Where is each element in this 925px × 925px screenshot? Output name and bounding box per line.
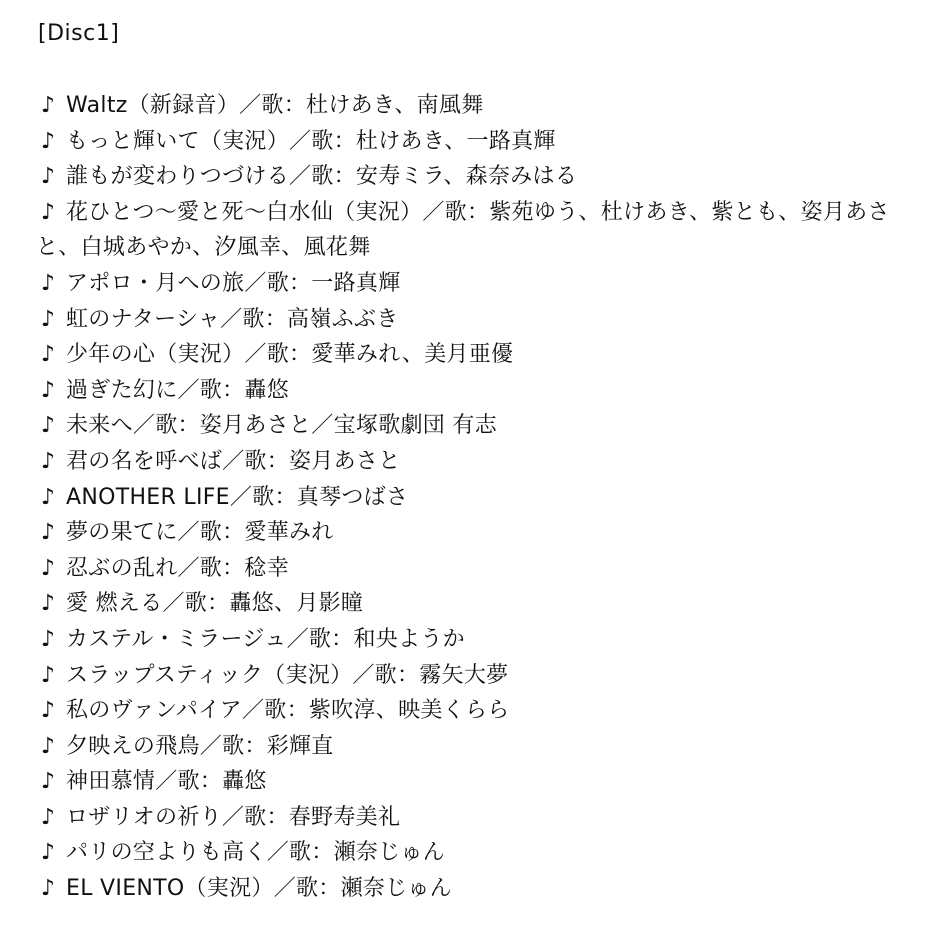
track-text: もっと輝いて（実況）／歌：杜けあき、一路真輝	[66, 128, 556, 154]
track-item	[36, 764, 916, 800]
music-note-icon: ♪	[40, 555, 56, 581]
track-text: 私のヴァンパイア／歌：紫吹淳、映美くらら	[66, 698, 510, 724]
track-text: 神田慕情／歌：轟悠	[66, 769, 267, 795]
track-item	[36, 195, 916, 266]
track-item	[36, 693, 916, 729]
track-item	[36, 373, 916, 409]
music-note-icon: ♪	[40, 377, 56, 403]
track-item	[36, 658, 916, 694]
music-note-icon: ♪	[40, 733, 56, 759]
music-note-icon: ♪	[40, 93, 56, 118]
music-note-icon: ♪	[40, 199, 56, 225]
music-note-icon: ♪	[40, 164, 56, 190]
track-item	[36, 551, 916, 587]
track-text: カステル・ミラージュ／歌：和央ようか	[66, 626, 465, 652]
track-item	[36, 480, 916, 516]
track-text: 少年の心（実況）／歌：愛華みれ、美月亜優	[66, 342, 514, 368]
music-note-icon: ♪	[40, 876, 56, 902]
track-item	[36, 729, 916, 765]
track-text: 夕映えの飛鳥／歌：彩輝直	[66, 733, 334, 759]
track-item	[36, 159, 916, 195]
music-note-icon: ♪	[40, 769, 56, 795]
music-note-icon: ♪	[40, 448, 56, 474]
track-item	[36, 444, 916, 480]
track-text: ロザリオの祈り／歌：春野寿美礼	[66, 804, 401, 830]
track-text: パリの空よりも高く／歌：瀬奈じゅん	[66, 840, 446, 866]
track-item	[36, 266, 916, 302]
track-item	[36, 835, 916, 871]
music-note-icon: ♪	[40, 128, 56, 154]
track-text: 忍ぶの乱れ／歌：稔幸	[66, 555, 290, 581]
track-item	[36, 124, 916, 160]
music-note-icon: ♪	[40, 591, 56, 617]
track-item	[36, 408, 916, 444]
track-item	[36, 515, 916, 551]
disc-heading: [Disc1]	[38, 21, 120, 46]
track-text: 夢の果てに／歌：愛華みれ	[66, 520, 334, 546]
music-note-icon: ♪	[40, 484, 56, 510]
track-text: 虹のナターシャ／歌：高嶺ふぶき	[66, 306, 399, 332]
track-item	[36, 88, 916, 124]
track-text: 愛 燃える／歌：轟悠、月影瞳	[66, 591, 364, 617]
track-item	[36, 622, 916, 658]
music-note-icon: ♪	[40, 804, 56, 830]
music-note-icon: ♪	[40, 662, 56, 688]
track-text: 過ぎた幻に／歌：轟悠	[66, 377, 290, 403]
track-text: 君の名を呼べば／歌：姿月あさと	[66, 448, 401, 474]
track-item	[36, 800, 916, 836]
track-text: Waltz（新録音）／歌：杜けあき、南風舞	[66, 93, 484, 118]
track-list	[36, 88, 916, 907]
music-note-icon: ♪	[40, 306, 56, 332]
track-text: EL VIENTO（実況）／歌：瀬奈じゅん	[66, 876, 453, 902]
track-text: スラップスティック（実況）／歌：霧矢大夢	[66, 662, 509, 688]
track-item	[36, 302, 916, 338]
track-text: 花ひとつ〜愛と死〜白水仙（実況）／歌：紫苑ゆう、杜けあき、紫とも、姿月あさと、白城あやか、汐風幸、風花舞	[36, 199, 890, 261]
track-text: 未来へ／歌：姿月あさと／宝塚歌劇団 有志	[66, 413, 497, 439]
track-text: アポロ・月への旅／歌：一路真輝	[66, 270, 401, 296]
music-note-icon: ♪	[40, 342, 56, 368]
track-text: 誰もが変わりつづける／歌：安寿ミラ、森奈みはる	[66, 164, 578, 190]
music-note-icon: ♪	[40, 698, 56, 724]
track-text: ANOTHER LIFE／歌：真琴つばさ	[66, 484, 409, 510]
music-note-icon: ♪	[40, 413, 56, 439]
music-note-icon: ♪	[40, 840, 56, 866]
music-note-icon: ♪	[40, 626, 56, 652]
track-item	[36, 871, 916, 907]
music-note-icon: ♪	[40, 520, 56, 546]
music-note-icon: ♪	[40, 270, 56, 296]
track-item	[36, 586, 916, 622]
track-item	[36, 337, 916, 373]
